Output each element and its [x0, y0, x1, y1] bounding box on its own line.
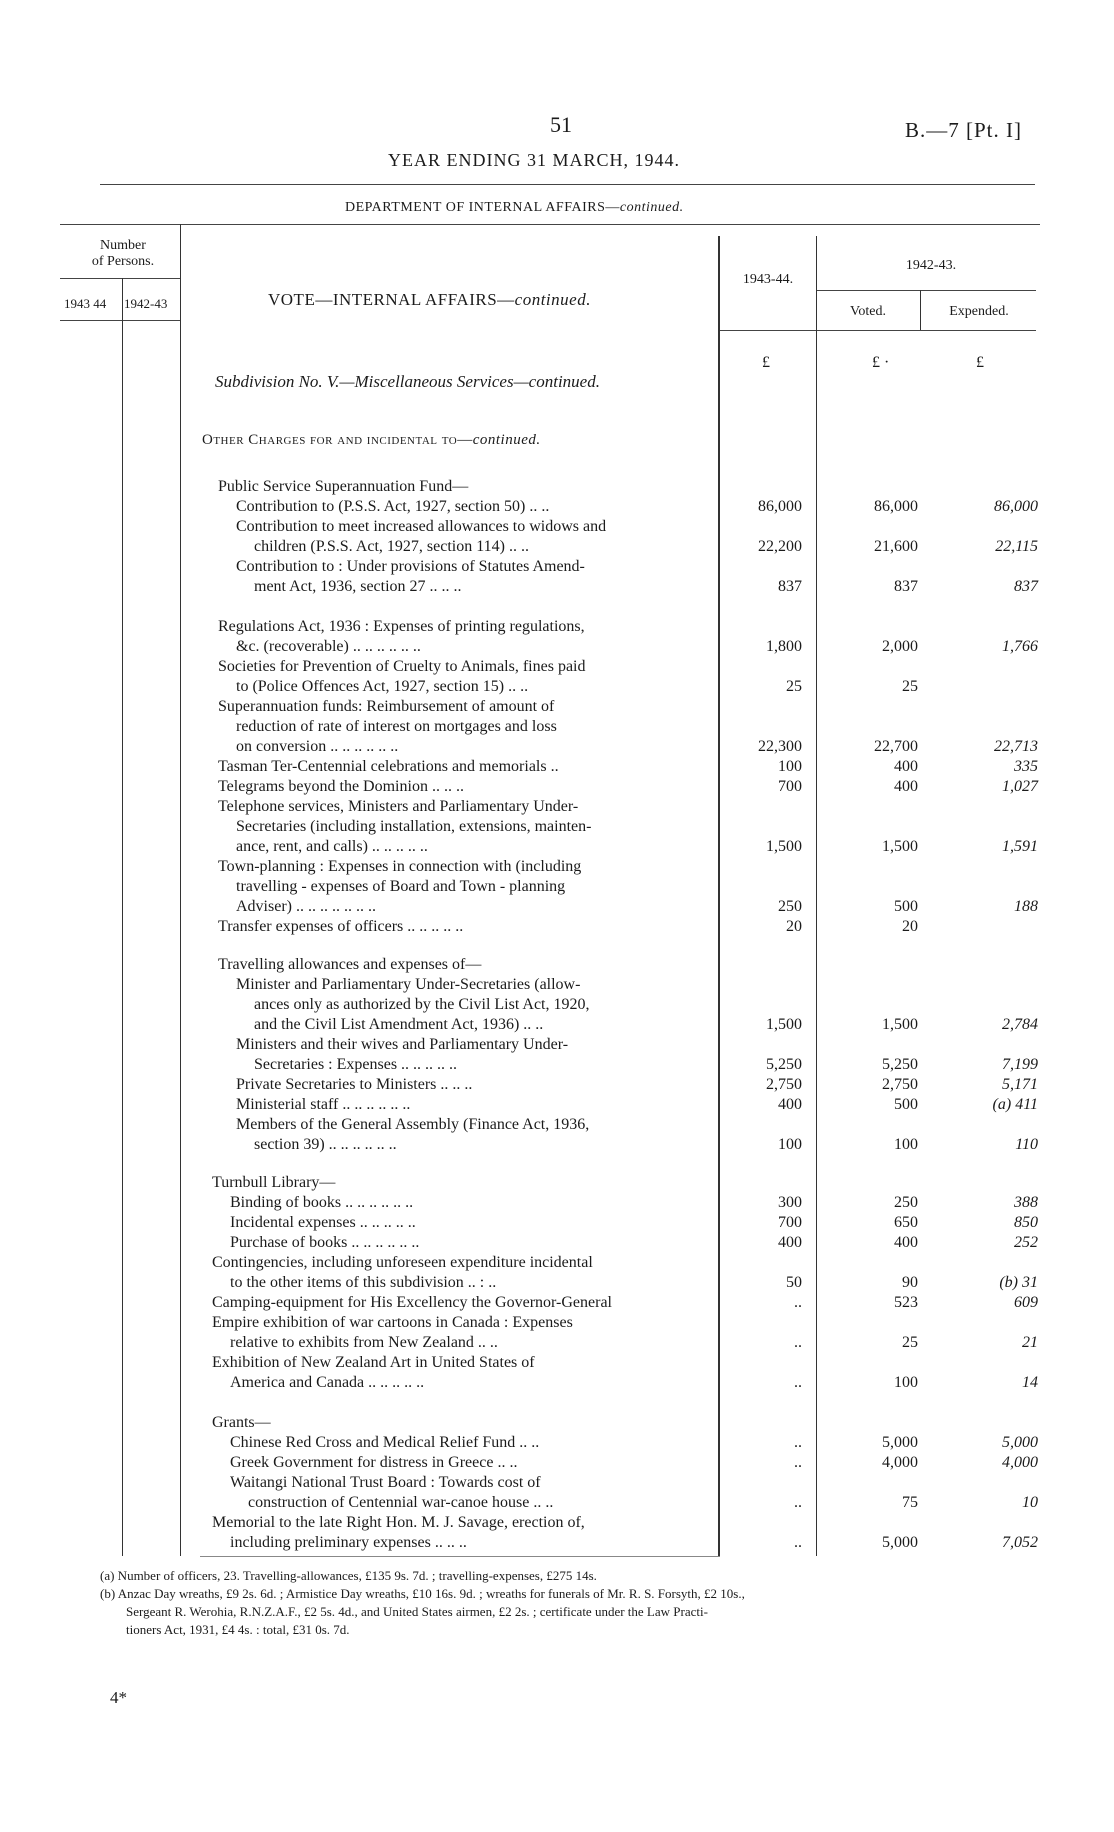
amount-voted: 20 — [902, 918, 918, 935]
persons-rule — [60, 278, 180, 279]
amount-voted: 25 — [902, 1334, 918, 1351]
table-row — [0, 1474, 1114, 1494]
table-row — [0, 1116, 1114, 1136]
col-1942-43-rule — [816, 290, 1036, 291]
number-heading: Number — [100, 238, 146, 253]
item-description: children (P.S.S. Act, 1927, section 114) .. .. — [254, 538, 529, 555]
amount-voted: 5,250 — [882, 1056, 918, 1073]
amount-expended: 86,000 — [994, 498, 1038, 515]
item-description: including preliminary expenses .. .. .. — [230, 1534, 467, 1551]
item-description: to the other items of this subdivision .. : .. — [230, 1274, 497, 1291]
amount-1943-44: .. — [794, 1294, 802, 1311]
amount-expended: 21 — [1022, 1334, 1038, 1351]
subdivision-title: Subdivision No. V.—Miscellaneous Services—continued. — [215, 372, 600, 391]
year-title: YEAR ENDING 31 MARCH, 1944. — [388, 150, 680, 170]
amount-expended: 2,784 — [1002, 1016, 1038, 1033]
amount-expended: 1,766 — [1002, 638, 1038, 655]
amount-voted: 100 — [894, 1374, 918, 1391]
table-row — [0, 1274, 1114, 1294]
amount-1943-44: 1,500 — [766, 838, 802, 855]
item-description: Contribution to : Under provisions of Statutes Amend- — [236, 558, 585, 575]
amount-1943-44: .. — [794, 1334, 802, 1351]
page-number: 51 — [550, 112, 572, 137]
item-description: Contribution to (P.S.S. Act, 1927, section 50) .. .. — [236, 498, 550, 515]
item-description: to (Police Offences Act, 1927, section 15) .. .. — [236, 678, 529, 695]
amount-voted: 400 — [894, 778, 918, 795]
table-row — [0, 498, 1114, 518]
amount-1943-44: .. — [794, 1454, 802, 1471]
table-row — [0, 1374, 1114, 1394]
item-description: Secretaries (including installation, extensions, mainten- — [236, 818, 592, 835]
amount-1943-44: 50 — [786, 1274, 802, 1291]
amount-expended: 22,115 — [995, 538, 1038, 555]
table-row — [0, 1314, 1114, 1334]
amount-1943-44: 700 — [778, 778, 802, 795]
amount-1943-44: 400 — [778, 1096, 802, 1113]
table-row — [0, 1036, 1114, 1056]
item-description: ance, rent, and calls) .. .. .. .. .. — [236, 838, 428, 855]
amount-1943-44: .. — [794, 1434, 802, 1451]
table-row — [0, 738, 1114, 758]
footnote-b-line2: Sergeant R. Werohia, R.N.Z.A.F., £2 5s. 4d., and United States airmen, £2 2s. ; certificate under the Law Practi- — [126, 1604, 708, 1619]
footnote-b-line3: tioners Act, 1931, £4 4s. : total, £31 0s. 7d. — [126, 1622, 350, 1637]
table-row — [0, 956, 1114, 976]
table-row — [0, 1514, 1114, 1534]
currency-voted: £ · — [872, 354, 890, 371]
amount-voted: 21,600 — [874, 538, 918, 555]
amount-expended: 7,199 — [1002, 1056, 1038, 1073]
col-voted: Voted. — [850, 304, 886, 319]
amount-voted: 523 — [894, 1294, 918, 1311]
table-row — [0, 698, 1114, 718]
vote-name: VOTE—INTERNAL AFFAIRS— — [268, 290, 515, 309]
table-row — [0, 718, 1114, 738]
amount-expended: (a) 411 — [992, 1096, 1038, 1113]
item-description: Telephone services, Ministers and Parliamentary Under- — [218, 798, 579, 815]
item-description: Purchase of books .. .. .. .. .. .. — [230, 1234, 420, 1251]
item-description: Superannuation funds: Reimbursement of amount of — [218, 698, 555, 715]
item-description: ment Act, 1936, section 27 .. .. .. — [254, 578, 462, 595]
amount-voted: 1,500 — [882, 1016, 918, 1033]
item-description: travelling - expenses of Board and Town - planning — [236, 878, 566, 895]
amount-voted: 500 — [894, 1096, 918, 1113]
amount-1943-44: 25 — [786, 678, 802, 695]
table-row — [0, 758, 1114, 778]
table-row — [0, 778, 1114, 798]
item-description: Members of the General Assembly (Finance Act, 1936, — [236, 1116, 590, 1133]
other-charges-continued: continued. — [472, 432, 541, 448]
amount-voted: 500 — [894, 898, 918, 915]
col-1943-44: 1943-44. — [742, 272, 794, 287]
table-row — [0, 538, 1114, 558]
expended-column-rule — [920, 290, 921, 330]
item-description: Ministers and their wives and Parliamentary Under- — [236, 1036, 569, 1053]
item-description: America and Canada .. .. .. .. .. — [230, 1374, 425, 1391]
amount-voted: 5,000 — [882, 1534, 918, 1551]
item-description: Tasman Ter-Centennial celebrations and memorials .. — [218, 758, 559, 775]
table-row — [0, 1096, 1114, 1116]
item-description: Adviser) .. .. .. .. .. .. .. — [236, 898, 376, 915]
table-row — [0, 976, 1114, 996]
table-row — [0, 1174, 1114, 1194]
table-row — [0, 1136, 1114, 1156]
table-row — [0, 1234, 1114, 1254]
item-description: Travelling allowances and expenses of— — [218, 956, 482, 973]
amount-expended: 7,052 — [1002, 1534, 1038, 1551]
item-description: Memorial to the late Right Hon. M. J. Savage, erection of, — [212, 1514, 585, 1531]
table-row — [0, 996, 1114, 1016]
footnote-b: (b) Anzac Day wreaths, £9 2s. 6d. ; Armistice Day wreaths, £10 16s. 9d. ; wreaths for funerals of Mr. R. S. Forsyth, £2 10s., — [100, 1586, 745, 1601]
department-continued: continued. — [619, 200, 684, 215]
amount-1943-44: 837 — [778, 578, 802, 595]
item-description: reduction of rate of interest on mortgages and loss — [236, 718, 557, 735]
amount-expended: 5,171 — [1002, 1076, 1038, 1093]
amount-1943-44: 700 — [778, 1214, 802, 1231]
amount-1943-44: 100 — [778, 758, 802, 775]
document-reference: B.—7 [Pt. I] — [905, 118, 1022, 142]
item-description: Contingencies, including unforeseen expenditure incidental — [212, 1254, 593, 1271]
amount-1943-44: 22,200 — [758, 538, 802, 555]
amount-1943-44: 5,250 — [766, 1056, 802, 1073]
item-description: relative to exhibits from New Zealand .. .. — [230, 1334, 498, 1351]
vote-continued: continued. — [514, 290, 591, 309]
item-description: Minister and Parliamentary Under-Secretaries (allow- — [236, 976, 581, 993]
item-description: Empire exhibition of war cartoons in Canada : Expenses — [212, 1314, 573, 1331]
amount-1943-44: 22,300 — [758, 738, 802, 755]
col-1942-43: 1942-43. — [905, 258, 957, 273]
col-expended: Expended. — [949, 304, 1009, 319]
amount-1943-44: .. — [794, 1494, 802, 1511]
amount-expended: 837 — [1014, 578, 1038, 595]
item-description: Chinese Red Cross and Medical Relief Fund .. .. — [230, 1434, 540, 1451]
persons-heading: of Persons. — [91, 254, 155, 269]
table-top-rule — [60, 224, 1040, 225]
item-description: Camping-equipment for His Excellency the Governor-General — [212, 1294, 612, 1311]
table-row — [0, 1056, 1114, 1076]
item-description: Greek Government for distress in Greece .. .. — [230, 1454, 518, 1471]
footnote-a: (a) Number of officers, 23. Travelling-allowances, £135 9s. 7d. ; travelling-expenses, £275 14s. — [100, 1568, 597, 1583]
table-row — [0, 1434, 1114, 1454]
table-row — [0, 918, 1114, 938]
other-charges-heading — [202, 432, 541, 449]
table-row — [0, 878, 1114, 898]
table-row — [0, 1254, 1114, 1274]
amount-1943-44: .. — [794, 1374, 802, 1391]
table-row — [0, 658, 1114, 678]
amount-voted: 400 — [894, 1234, 918, 1251]
amount-voted: 400 — [894, 758, 918, 775]
currency-expended: £ — [976, 354, 984, 371]
table-row — [0, 478, 1114, 498]
amount-expended: 4,000 — [1002, 1454, 1038, 1471]
amount-voted: 75 — [902, 1494, 918, 1511]
amount-expended: 10 — [1022, 1494, 1038, 1511]
amount-voted: 25 — [902, 678, 918, 695]
amount-expended: 110 — [1015, 1136, 1038, 1153]
table-row — [0, 518, 1114, 538]
amount-voted: 4,000 — [882, 1454, 918, 1471]
table-row — [0, 838, 1114, 858]
department-name: DEPARTMENT OF INTERNAL AFFAIRS— — [345, 200, 620, 215]
amount-voted: 650 — [894, 1214, 918, 1231]
amount-1943-44: 20 — [786, 918, 802, 935]
table-row — [0, 638, 1114, 658]
persons-bottom-rule — [60, 320, 180, 321]
item-description: construction of Centennial war-canoe house .. .. — [248, 1494, 554, 1511]
amount-1943-44: 400 — [778, 1234, 802, 1251]
table-row — [0, 1334, 1114, 1354]
table-row — [0, 858, 1114, 878]
table-row — [0, 558, 1114, 578]
amount-expended: 252 — [1014, 1234, 1038, 1251]
table-row — [0, 618, 1114, 638]
item-description: Waitangi National Trust Board : Towards cost of — [230, 1474, 541, 1491]
item-description: Turnbull Library— — [212, 1174, 336, 1191]
item-description: Public Service Superannuation Fund— — [218, 478, 469, 495]
amount-expended: 609 — [1014, 1294, 1038, 1311]
table-row — [0, 1076, 1114, 1096]
item-description: Binding of books .. .. .. .. .. .. — [230, 1194, 414, 1211]
table-row — [0, 1214, 1114, 1234]
amount-voted: 2,750 — [882, 1076, 918, 1093]
table-row — [0, 578, 1114, 598]
item-description: Regulations Act, 1936 : Expenses of printing regulations, — [218, 618, 585, 635]
table-row — [0, 1354, 1114, 1374]
item-description: ances only as authorized by the Civil List Act, 1920, — [254, 996, 590, 1013]
table-row — [0, 798, 1114, 818]
amount-1943-44: 1,500 — [766, 1016, 802, 1033]
amount-1943-44: 250 — [778, 898, 802, 915]
amount-voted: 250 — [894, 1194, 918, 1211]
item-description: Exhibition of New Zealand Art in United States of — [212, 1354, 535, 1371]
item-description: Transfer expenses of officers .. .. .. .. .. — [218, 918, 464, 935]
amount-expended: (b) 31 — [999, 1274, 1038, 1291]
year-b-heading: 1942-43 — [124, 296, 168, 311]
item-description: and the Civil List Amendment Act, 1936) .. .. — [254, 1016, 544, 1033]
amount-voted: 90 — [902, 1274, 918, 1291]
item-description: Secretaries : Expenses .. .. .. .. .. — [254, 1056, 458, 1073]
table-row — [0, 1194, 1114, 1214]
amount-1943-44: 86,000 — [758, 498, 802, 515]
amount-expended: 1,027 — [1002, 778, 1038, 795]
table-row — [0, 818, 1114, 838]
signature-mark: 4* — [110, 1688, 127, 1707]
amount-voted: 5,000 — [882, 1434, 918, 1451]
amount-voted: 837 — [894, 578, 918, 595]
amount-1943-44: 1,800 — [766, 638, 802, 655]
amount-voted: 22,700 — [874, 738, 918, 755]
amount-voted: 100 — [894, 1136, 918, 1153]
item-description: Private Secretaries to Ministers .. .. .. — [236, 1076, 473, 1093]
table-row — [0, 1016, 1114, 1036]
other-charges-lead: Other Charges for and incidental to— — [202, 432, 473, 448]
year-a-heading: 1943 44 — [64, 296, 107, 311]
amount-1943-44: 2,750 — [766, 1076, 802, 1093]
item-description: Town-planning : Expenses in connection with (including — [218, 858, 582, 875]
amount-voted: 86,000 — [874, 498, 918, 515]
amount-expended: 5,000 — [1002, 1434, 1038, 1451]
header-rule — [100, 184, 1035, 185]
table-row — [0, 1494, 1114, 1514]
item-description: section 39) .. .. .. .. .. .. — [254, 1136, 397, 1153]
item-description: &c. (recoverable) .. .. .. .. .. .. — [236, 638, 421, 655]
item-description: on conversion .. .. .. .. .. .. — [236, 738, 399, 755]
amount-expended: 1,591 — [1002, 838, 1038, 855]
item-description: Grants— — [212, 1414, 271, 1431]
amount-1943-44: 300 — [778, 1194, 802, 1211]
item-description: Ministerial staff .. .. .. .. .. .. — [236, 1096, 411, 1113]
item-description: Contribution to meet increased allowances to widows and — [236, 518, 607, 535]
amount-expended: 14 — [1022, 1374, 1038, 1391]
amount-voted: 1,500 — [882, 838, 918, 855]
table-row — [0, 1294, 1114, 1314]
table-row — [0, 1534, 1114, 1554]
amount-expended: 188 — [1014, 898, 1038, 915]
table-row — [0, 898, 1114, 918]
item-description: Telegrams beyond the Dominion .. .. .. — [218, 778, 464, 795]
item-description: Incidental expenses .. .. .. .. .. — [230, 1214, 416, 1231]
currency-1943-44: £ — [762, 354, 770, 371]
head-bottom-rule — [720, 330, 1036, 331]
table-row — [0, 1454, 1114, 1474]
amount-expended: 850 — [1014, 1214, 1038, 1231]
item-description: Societies for Prevention of Cruelty to Animals, fines paid — [218, 658, 586, 675]
amount-voted: 2,000 — [882, 638, 918, 655]
table-bottom-rule — [200, 1556, 720, 1557]
vote-heading — [268, 290, 591, 310]
amount-1943-44: .. — [794, 1534, 802, 1551]
amount-expended: 388 — [1014, 1194, 1038, 1211]
amount-1943-44: 100 — [778, 1136, 802, 1153]
table-row — [0, 678, 1114, 698]
amount-expended: 335 — [1014, 758, 1038, 775]
table-row — [0, 1414, 1114, 1434]
amount-expended: 22,713 — [994, 738, 1038, 755]
department-title — [345, 200, 684, 216]
